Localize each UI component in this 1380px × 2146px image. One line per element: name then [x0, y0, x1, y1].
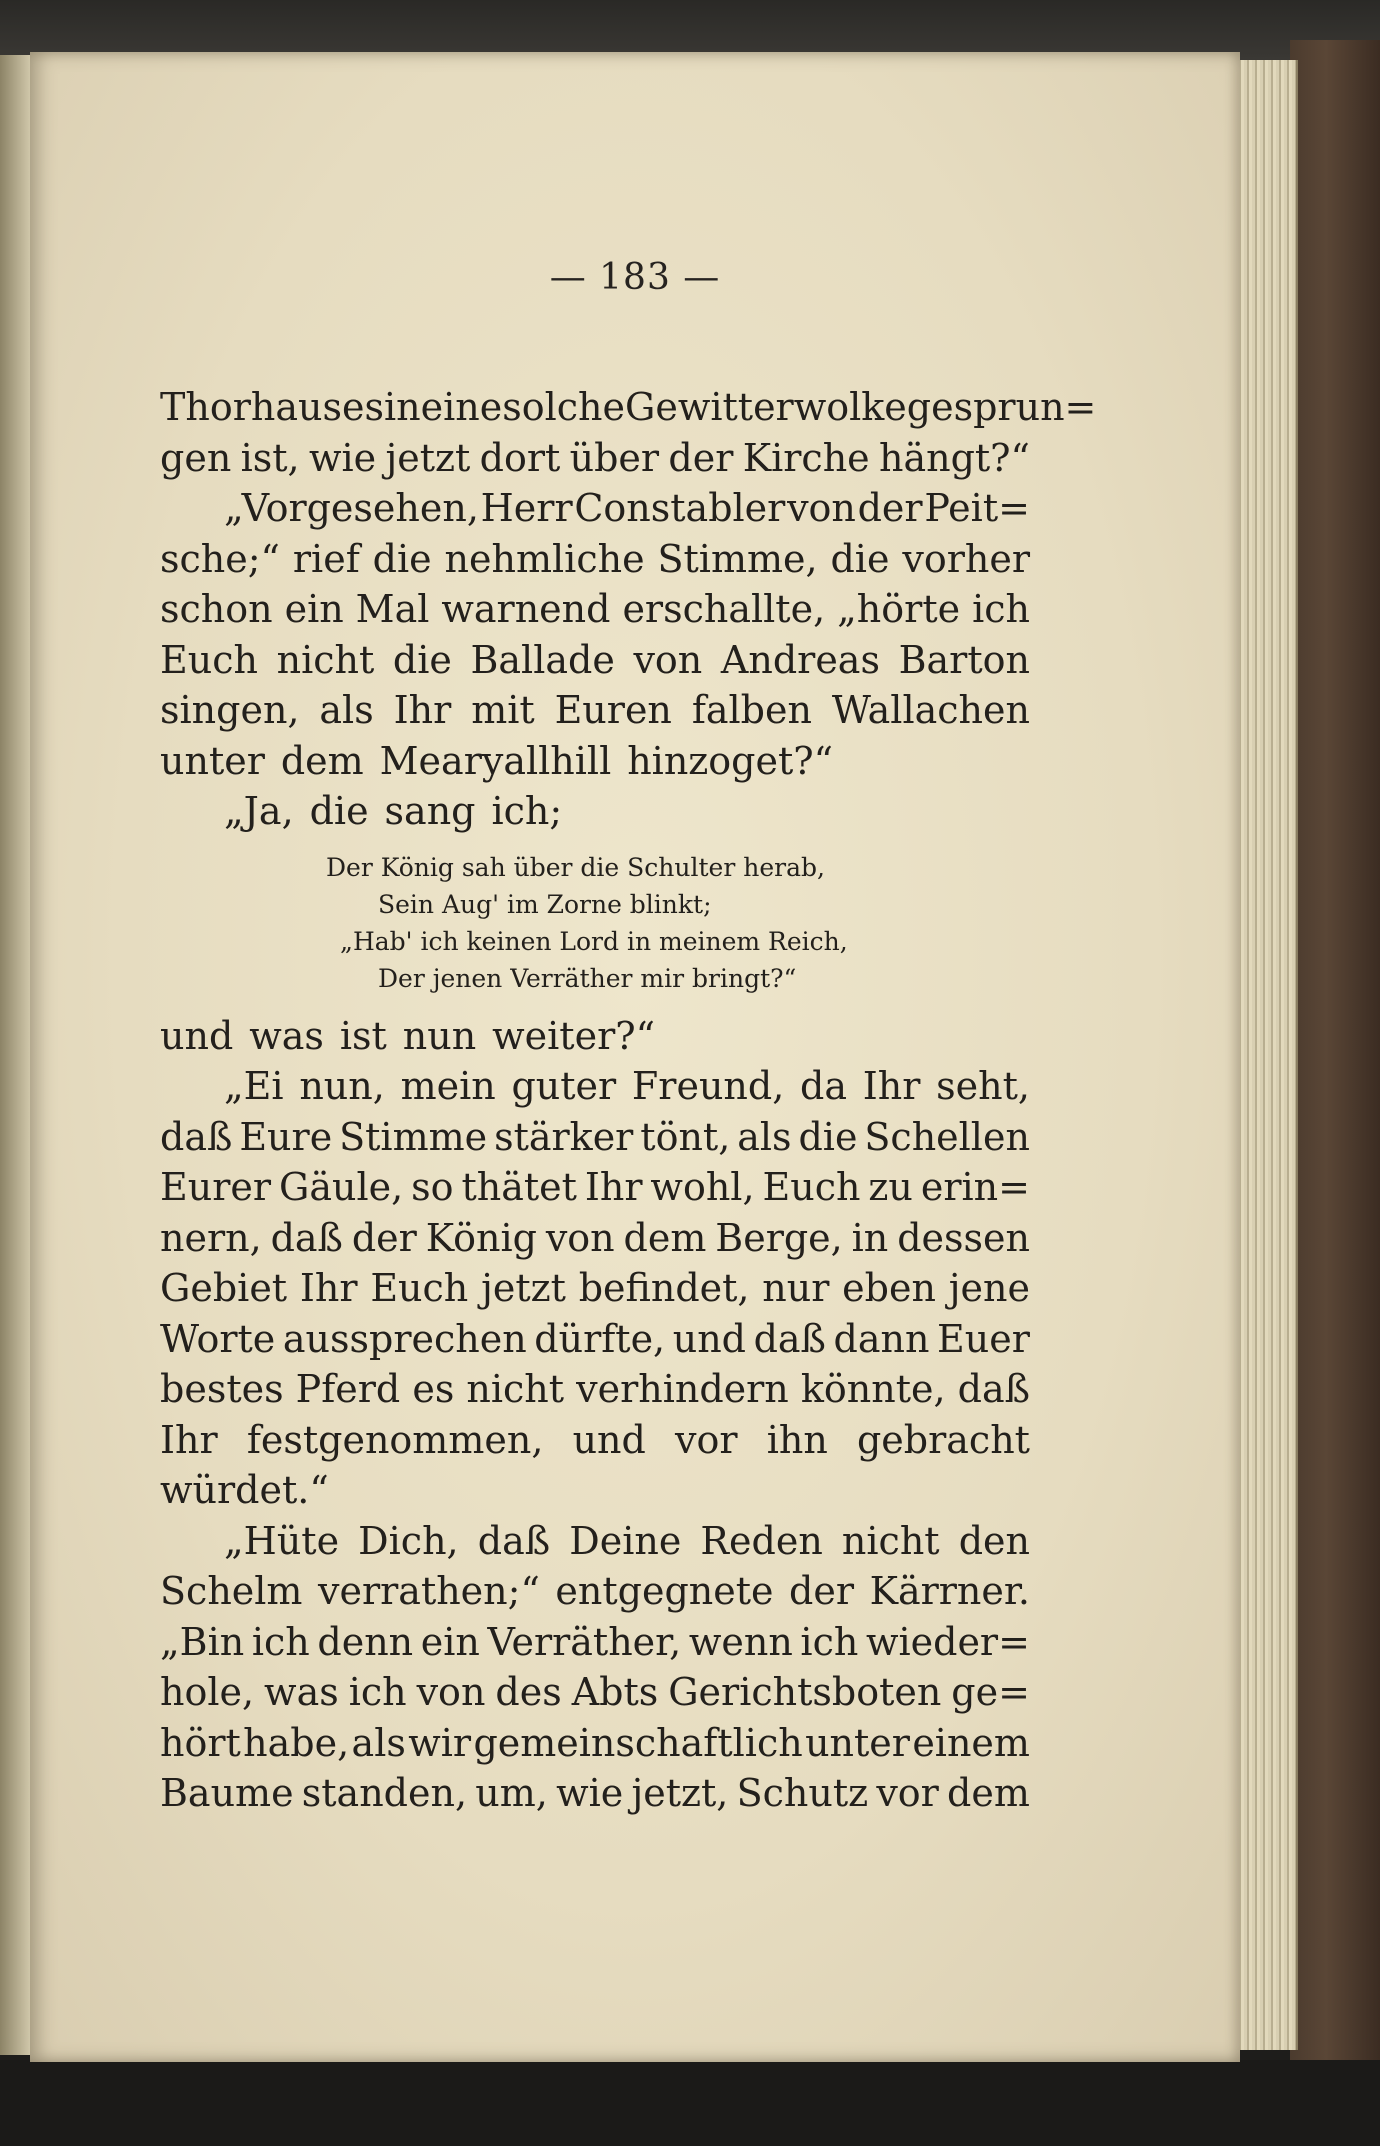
word: stärker	[494, 1114, 634, 1159]
word: Kirche	[742, 435, 870, 480]
word: die	[798, 1114, 858, 1159]
word: vor	[675, 1417, 738, 1462]
word: unter	[805, 1720, 910, 1765]
word: des	[495, 1670, 562, 1714]
word: hinzoget?“	[627, 738, 834, 783]
word: „Vorgesehen,	[224, 486, 479, 530]
word: daß	[160, 1114, 233, 1159]
text-line	[160, 1061, 1030, 1112]
text-line	[160, 1314, 1030, 1365]
page-block-edge	[1236, 60, 1298, 2050]
word: ist	[339, 1013, 387, 1058]
word: von	[787, 486, 856, 530]
word: hängt?“	[878, 435, 1030, 480]
word: der	[668, 435, 734, 480]
word: die	[830, 536, 890, 581]
word: entgegnete	[555, 1569, 774, 1613]
verse-line: „Hab' ich keinen Lord in meinem Reich,	[340, 926, 848, 956]
word: Worte	[160, 1316, 276, 1361]
word: Eure	[239, 1114, 333, 1159]
page-number: — 183 —	[549, 257, 721, 298]
text-line	[160, 685, 1030, 736]
word: Euren	[554, 688, 672, 732]
word: Abts	[571, 1670, 659, 1714]
word: Pferd	[295, 1367, 401, 1411]
word: Euch	[370, 1266, 469, 1310]
word: als	[351, 1720, 406, 1765]
word: daß	[957, 1367, 1030, 1411]
word: Ihr	[393, 688, 452, 732]
word: befindet,	[578, 1266, 750, 1310]
word: nun,	[299, 1064, 385, 1108]
word: daß	[270, 1215, 343, 1260]
word: wieder=	[865, 1619, 1030, 1664]
book-cover-bottom	[0, 2060, 1380, 2146]
word: Gebiet	[160, 1266, 288, 1310]
word: von	[545, 1215, 615, 1260]
word: Schelm	[160, 1569, 303, 1613]
word: Deine	[569, 1518, 682, 1563]
word: Ihr	[299, 1266, 358, 1310]
word: aussprechen	[282, 1316, 527, 1361]
word: habe,	[243, 1720, 350, 1765]
word: da	[800, 1064, 848, 1108]
word: nur	[762, 1266, 830, 1310]
text-line	[160, 1364, 1030, 1415]
word: Berge,	[715, 1215, 843, 1260]
text-line	[160, 1617, 1030, 1668]
word: von	[416, 1670, 486, 1714]
word: dürfte,	[534, 1316, 666, 1361]
word: wenn	[688, 1619, 793, 1664]
word: ist,	[240, 435, 300, 480]
word: singen,	[160, 688, 300, 732]
word: Stimme	[339, 1114, 488, 1159]
text-line	[160, 382, 1097, 433]
word: wie	[308, 435, 377, 480]
word: Euch	[762, 1165, 861, 1209]
word: um,	[475, 1771, 548, 1815]
word: eine	[420, 385, 503, 429]
text-line	[160, 1566, 1030, 1617]
word: Dich,	[358, 1518, 459, 1563]
word: seht,	[936, 1064, 1030, 1108]
word: Ihr	[160, 1417, 218, 1462]
text-line	[160, 1415, 1030, 1466]
word: was	[264, 1670, 339, 1714]
word: nehmliche	[444, 536, 645, 581]
word: den	[958, 1518, 1030, 1563]
word: über	[569, 435, 660, 480]
text-line	[160, 1516, 1030, 1567]
word: ich;	[491, 789, 563, 833]
word: es	[412, 1367, 455, 1411]
word: nicht	[466, 1367, 565, 1411]
word: vorher	[902, 536, 1030, 581]
word: Wallachen	[831, 688, 1030, 732]
word: falben	[691, 688, 812, 732]
text-line	[160, 483, 1030, 534]
body-text	[160, 382, 1097, 1819]
word: Peit=	[924, 486, 1030, 530]
word: nicht	[276, 637, 375, 682]
word: Baume	[160, 1771, 294, 1815]
word: ich	[800, 1619, 859, 1664]
word: tönt,	[640, 1114, 731, 1159]
word: mit	[471, 688, 535, 732]
word: würdet.“	[160, 1468, 329, 1512]
text-line	[160, 1112, 1030, 1163]
word: dessen	[897, 1215, 1030, 1260]
word: ihn	[766, 1417, 828, 1462]
verse-block	[160, 849, 1030, 997]
word: erschallte,	[622, 587, 826, 631]
word: einem	[912, 1720, 1030, 1765]
word: „Ei	[224, 1064, 284, 1108]
word: Gewitterwolke	[625, 385, 907, 429]
word: Andreas	[720, 637, 880, 682]
word: dem	[280, 738, 364, 783]
word: Euer	[937, 1316, 1030, 1361]
word: und	[672, 1316, 746, 1361]
word: Ihr	[862, 1064, 921, 1108]
word: in	[851, 1215, 889, 1260]
word: der	[857, 486, 923, 530]
word: „Hüte	[224, 1518, 340, 1563]
word: rief	[292, 536, 360, 581]
word: dem	[623, 1215, 707, 1260]
word: wie	[556, 1771, 624, 1815]
word: daß	[753, 1316, 826, 1361]
word: Gerichtsboten	[668, 1670, 942, 1714]
word: hört	[160, 1720, 241, 1765]
word: daß	[477, 1518, 551, 1563]
verse-line: Sein Aug' im Zorne blinkt;	[378, 889, 712, 919]
word: und	[160, 1013, 234, 1058]
word: ein	[284, 587, 344, 631]
word: sang	[384, 789, 476, 833]
word: gesprun=	[906, 385, 1097, 429]
word: als	[737, 1114, 792, 1159]
word: in	[383, 385, 421, 429]
word: verrathen;“	[318, 1569, 540, 1613]
word: warnend	[441, 587, 611, 631]
text-line	[160, 534, 1030, 585]
book-cover-right	[1290, 40, 1380, 2080]
word: Verräther,	[487, 1619, 682, 1664]
text-line	[160, 1162, 1030, 1213]
word: festgenommen,	[246, 1417, 544, 1462]
word: Thorhauses	[160, 385, 384, 429]
word: wir	[408, 1720, 472, 1765]
word: mein	[400, 1064, 496, 1108]
word: „Ja,	[224, 789, 294, 833]
word: standen,	[301, 1771, 468, 1815]
word: Eurer	[160, 1165, 272, 1209]
word: der	[351, 1215, 417, 1260]
word: ich	[348, 1670, 407, 1714]
word: solche	[502, 385, 625, 429]
book-page	[30, 52, 1240, 2062]
word: hole,	[160, 1670, 255, 1714]
word: sche;“	[160, 536, 280, 581]
word: König	[425, 1215, 537, 1260]
word: „Bin	[160, 1619, 245, 1664]
word: unter	[160, 738, 265, 783]
word: Mal	[355, 587, 430, 631]
word: so	[411, 1165, 454, 1209]
word: nun	[402, 1013, 477, 1058]
text-line	[160, 1213, 1030, 1264]
word: bestes	[160, 1367, 284, 1411]
word: Stimme,	[657, 536, 818, 581]
word: die	[372, 536, 432, 581]
word: könnte,	[800, 1367, 946, 1411]
word: Barton	[898, 637, 1030, 682]
verse-line: Der König sah über die Schulter herab,	[326, 852, 825, 882]
word: weiter?“	[492, 1013, 656, 1058]
word: was	[249, 1013, 324, 1058]
word: Gäule,	[278, 1165, 404, 1209]
word: ich	[972, 587, 1030, 631]
word: Kärrner.	[869, 1569, 1030, 1613]
word: Freund,	[631, 1064, 785, 1108]
word: Herr	[480, 486, 573, 530]
word: erin=	[920, 1165, 1030, 1209]
word: Constabler	[574, 486, 786, 530]
text-line	[160, 1768, 1030, 1819]
text-line	[160, 1465, 1030, 1516]
word: verhindern	[576, 1367, 789, 1411]
word: dort	[479, 435, 561, 480]
word: jetzt,	[631, 1771, 729, 1815]
word: nicht	[841, 1518, 940, 1563]
word: jene	[948, 1266, 1030, 1310]
word: als	[319, 688, 374, 732]
book-cover-top	[0, 0, 1380, 60]
verse-line: Der jenen Verräther mir bringt?“	[378, 963, 797, 993]
word: gen	[160, 435, 232, 480]
word: nern,	[160, 1215, 262, 1260]
word: guter	[511, 1064, 617, 1108]
word: ich	[251, 1619, 310, 1664]
text-line	[160, 1011, 1030, 1062]
text-line	[160, 584, 1030, 635]
word: Euch	[160, 637, 258, 682]
word: ge=	[951, 1670, 1030, 1714]
word: Ihr	[584, 1165, 643, 1209]
text-line	[160, 786, 1030, 837]
word: Schellen	[864, 1114, 1030, 1159]
word: die	[392, 637, 452, 682]
word: „hörte	[837, 587, 961, 631]
text-line	[160, 635, 1030, 686]
word: denn	[317, 1619, 414, 1664]
word: von	[633, 637, 703, 682]
word: wohl,	[650, 1165, 755, 1209]
word: thätet	[461, 1165, 577, 1209]
word: Schutz	[736, 1771, 869, 1815]
word: eben	[842, 1266, 936, 1310]
word: Ballade	[470, 637, 615, 682]
text-line	[160, 1718, 1030, 1769]
word: und	[572, 1417, 646, 1462]
left-page-edge	[0, 55, 34, 2055]
word: Mearyallhill	[379, 738, 612, 783]
word: schon	[160, 587, 273, 631]
word: vor	[876, 1771, 939, 1815]
word: der	[789, 1569, 855, 1613]
word: Reden	[700, 1518, 823, 1563]
text-line	[160, 1263, 1030, 1314]
word: zu	[868, 1165, 913, 1209]
text-line	[160, 736, 1030, 787]
text-line	[160, 1667, 1030, 1718]
text-line	[160, 433, 1030, 484]
word: die	[309, 789, 369, 833]
word: dem	[947, 1771, 1030, 1815]
word: gemeinschaftlich	[473, 1720, 803, 1765]
word: ein	[420, 1619, 480, 1664]
word: jetzt	[385, 435, 471, 480]
word: dann	[833, 1316, 930, 1361]
word: gebracht	[856, 1417, 1030, 1462]
word: jetzt	[481, 1266, 566, 1310]
